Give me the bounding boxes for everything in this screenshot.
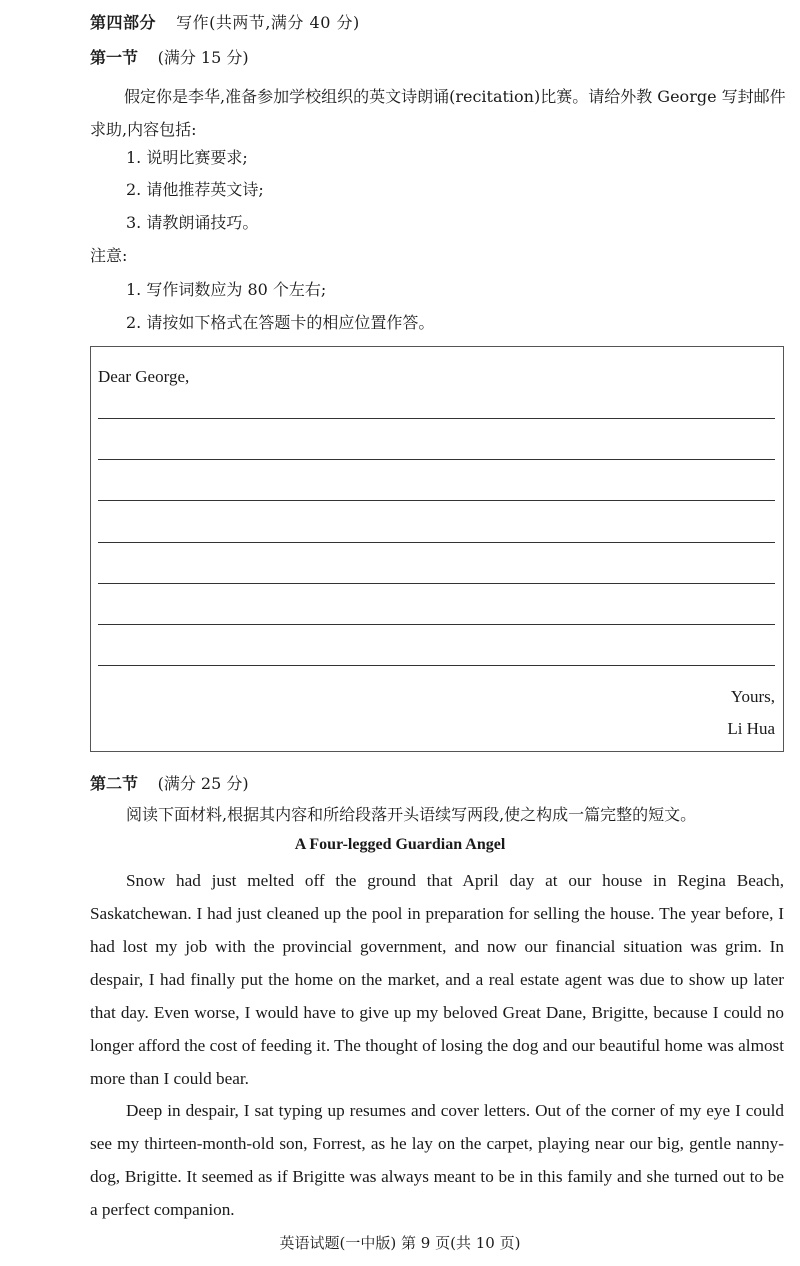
section-two-points: (满分 25 分) <box>157 774 249 793</box>
part-heading <box>90 10 360 33</box>
part-subtitle: 写作(共两节,满分 40 分) <box>176 13 360 32</box>
notes-label: 注意: <box>90 246 128 265</box>
page-footer: 英语试题(一中版) 第 9 页(共 10 页) <box>279 1234 521 1252</box>
continuation-instruction: 阅读下面材料,根据其内容和所给段落开头语续写两段,使之构成一篇完整的短文。 <box>126 805 697 824</box>
letter-signature: Li Hua <box>727 719 775 738</box>
answer-line[interactable] <box>98 583 775 584</box>
answer-line[interactable] <box>98 418 775 419</box>
requirement-item: 2. 请他推荐英文诗; <box>126 180 264 199</box>
section-one-points: (满分 15 分) <box>157 48 249 67</box>
answer-line[interactable] <box>98 500 775 501</box>
story-paragraph: Snow had just melted off the ground that April day at our house in Regina Beach, Saskatchewan. I had just cleaned up the pool in preparation for selling the house. The year before, I had lost my job with the provincial government, and now our financial situation was grim. In despair, I had finally put the home on the market, and a real estate agent was due to show up later that day. Even worse, I would have to give up my beloved Great Dane, Brigitte, because I could no longer afford the cost of feeding it. The thought of losing the dog and our beautiful home was almost more than I could bear. <box>90 871 784 1088</box>
requirement-item: 1. 说明比赛要求; <box>126 148 248 167</box>
section-two-heading <box>90 771 249 794</box>
requirement-item: 3. 请教朗诵技巧。 <box>126 213 259 232</box>
note-item: 1. 写作词数应为 80 个左右; <box>126 280 327 299</box>
letter-answer-box[interactable] <box>90 346 784 752</box>
section-one-title: 第一节 <box>90 48 139 67</box>
answer-line[interactable] <box>98 542 775 543</box>
section-one-heading <box>90 45 249 68</box>
letter-closing: Yours, <box>730 687 775 706</box>
writing-prompt: 假定你是李华,准备参加学校组织的英文诗朗诵(recitation)比赛。请给外教 George 写封邮件求助,内容包括: <box>90 87 786 139</box>
section-two-title: 第二节 <box>90 774 139 793</box>
answer-line[interactable] <box>98 459 775 460</box>
story-title: A Four-legged Guardian Angel <box>294 836 506 853</box>
answer-line[interactable] <box>98 665 775 666</box>
part-title: 第四部分 <box>90 13 157 32</box>
note-item: 2. 请按如下格式在答题卡的相应位置作答。 <box>126 313 435 332</box>
story-paragraph: Deep in despair, I sat typing up resumes and cover letters. Out of the corner of my eye I could see my thirteen-month-old son, Forrest, as he lay on the carpet, playing near our big, gentle nanny-dog, Brigitte. It seemed as if Brigitte was always meant to be in this family and she turned out to be a perfect companion. <box>90 1101 784 1219</box>
letter-salutation: Dear George, <box>98 367 190 386</box>
answer-line[interactable] <box>98 624 775 625</box>
